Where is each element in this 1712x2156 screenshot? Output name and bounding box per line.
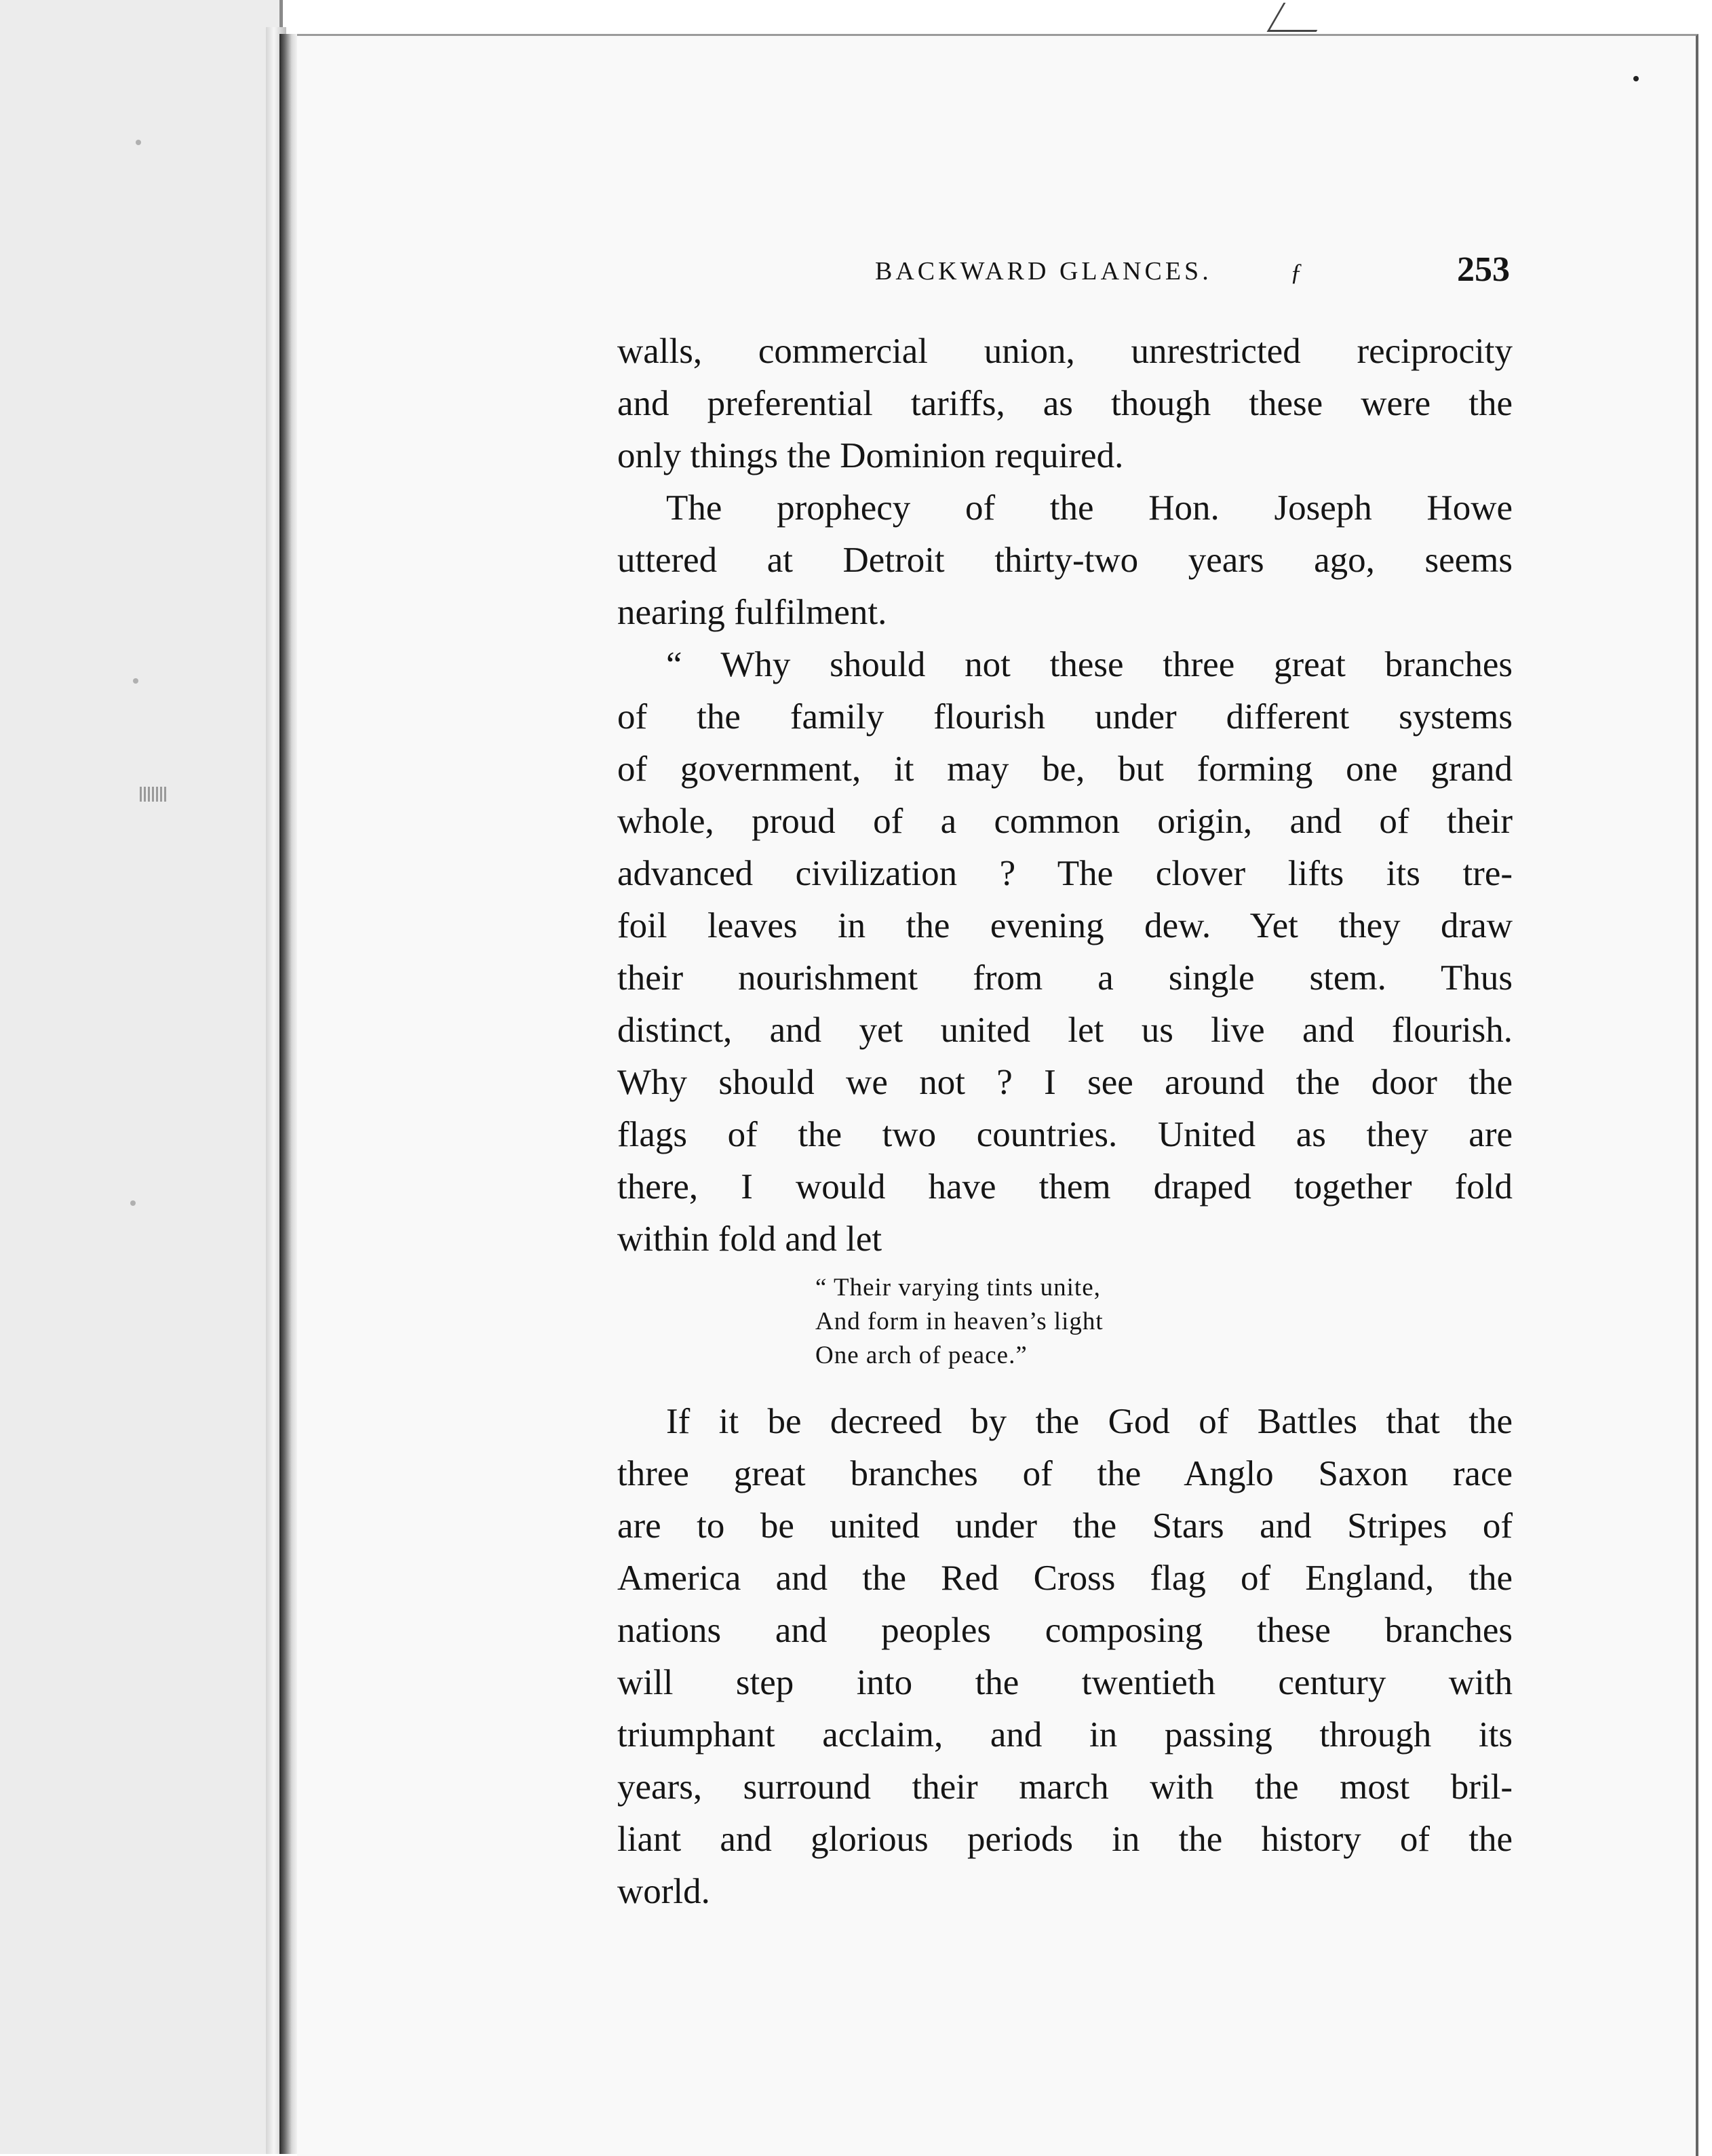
scan-speck [130, 1200, 136, 1206]
text-line: world. [617, 1872, 710, 1911]
running-head-mark: ƒ [1290, 258, 1302, 286]
text-line: flags of the two countries. United as they are [617, 1115, 1513, 1154]
text-line: years, surround their march with the most bril- [617, 1767, 1513, 1807]
text-line: liant and glorious periods in the history of the [617, 1820, 1513, 1859]
running-head-title: BACKWARD GLANCES. [875, 257, 1212, 286]
text-line: of the family flourish under different systems [617, 697, 1513, 737]
running-head [875, 250, 1510, 290]
text-line: only things the Dominion required. [617, 436, 1124, 475]
scan-speck [136, 140, 141, 145]
text-line: nations and peoples composing these branches [617, 1611, 1513, 1650]
scan-blemish [140, 787, 168, 802]
verse-line: “ Their varying tints unite, [815, 1274, 1101, 1301]
text-line: advanced civilization ? The clover lifts its tre- [617, 854, 1513, 893]
text-line: If it be decreed by the God of Battles that the [666, 1402, 1513, 1441]
paragraph-3-quotation [617, 639, 1513, 1266]
page-body [617, 326, 1513, 1918]
facing-page-edge [0, 0, 283, 2154]
text-line: America and the Red Cross flag of England, the [617, 1559, 1513, 1598]
verse-quotation [617, 1271, 1513, 1373]
text-line: of government, it may be, but forming one grand [617, 749, 1513, 789]
page-number: 253 [1457, 250, 1510, 289]
text-line: and preferential tariffs, as though these were the [617, 384, 1513, 423]
text-line: three great branches of the Anglo Saxon race [617, 1454, 1513, 1493]
text-line: will step into the twentieth century with [617, 1663, 1513, 1702]
paragraph-2 [617, 482, 1513, 639]
text-line: distinct, and yet united let us live and flourish. [617, 1011, 1513, 1050]
text-line: Why should we not ? I see around the door the [617, 1063, 1513, 1102]
text-line: are to be united under the Stars and Stripes of [617, 1506, 1513, 1546]
text-line: whole, proud of a common origin, and of their [617, 802, 1513, 841]
paragraph-4 [617, 1396, 1513, 1918]
verse-line: One arch of peace.” [815, 1341, 1028, 1369]
text-line: The prophecy of the Hon. Joseph Howe [666, 488, 1513, 528]
scan-speck [1633, 76, 1639, 81]
text-line: foil leaves in the evening dew. Yet they draw [617, 906, 1513, 945]
verse-line: And form in heaven’s light [815, 1308, 1104, 1335]
text-line: there, I would have them draped together fold [617, 1167, 1513, 1207]
text-line: their nourishment from a single stem. Thus [617, 958, 1513, 998]
scan-speck [133, 678, 138, 684]
text-line: walls, commercial union, unrestricted reciprocity [617, 332, 1513, 371]
paragraph-1 [617, 326, 1513, 482]
text-line: nearing fulfilment. [617, 593, 887, 632]
text-line: within fold and let [617, 1219, 882, 1259]
book-gutter [279, 34, 297, 2154]
text-line: triumphant acclaim, and in passing through its [617, 1715, 1513, 1755]
text-line: uttered at Detroit thirty-two years ago, seems [617, 541, 1513, 580]
text-line: “ Why should not these three great branches [666, 645, 1513, 684]
